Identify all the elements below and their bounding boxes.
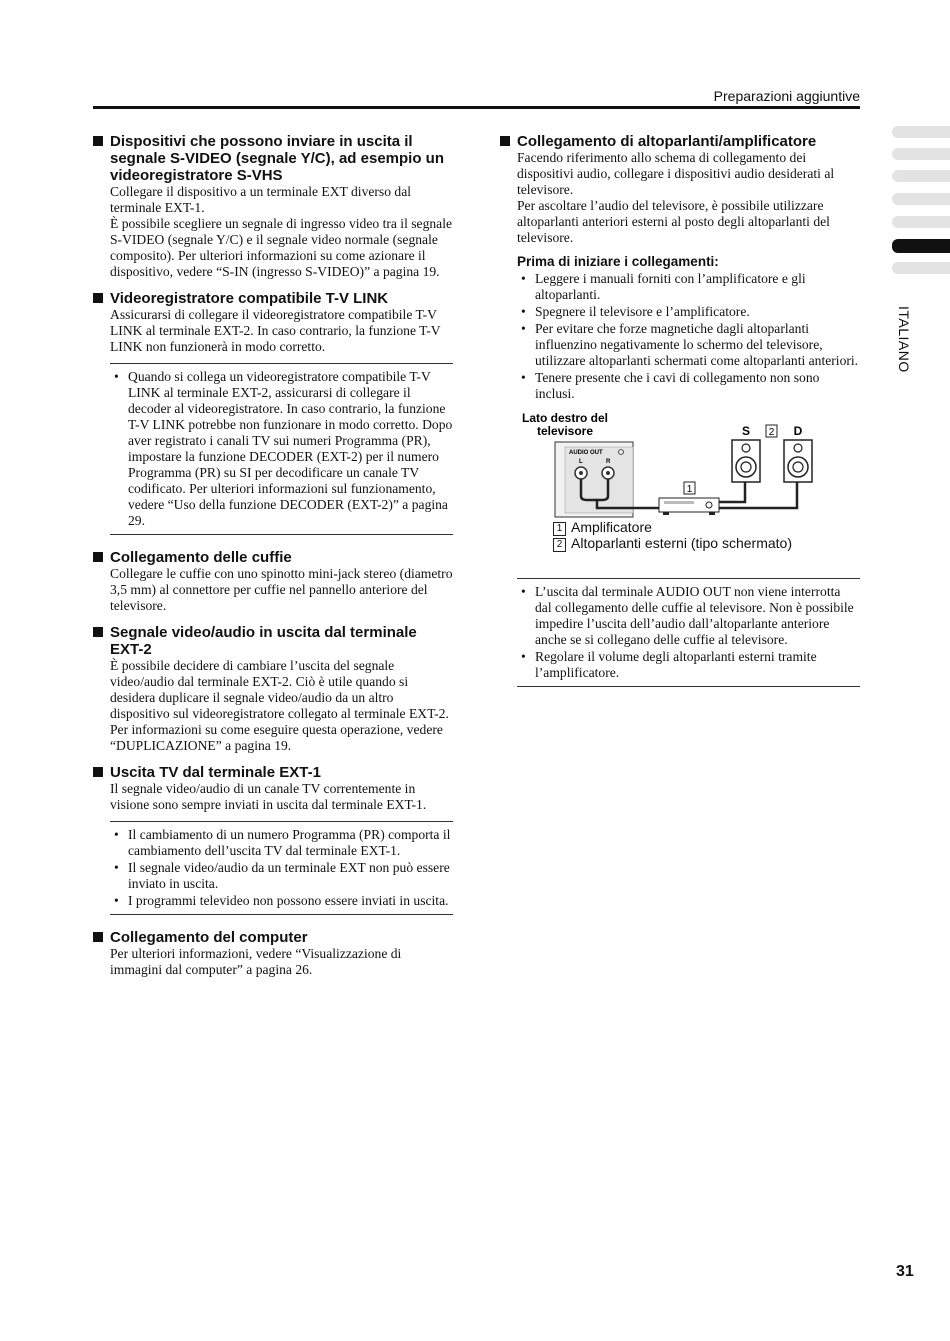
speaker-d-tweeter (794, 444, 802, 452)
legend-text: Altoparlanti esterni (tipo schermato) (571, 535, 792, 551)
section-computer (93, 929, 453, 978)
bullet-square-icon (93, 767, 103, 777)
speaker-d-label: D (793, 424, 803, 438)
section-text: È possibile scegliere un segnale di ingresso video tra il segnale S-VIDEO (segnale Y/C) e il segnale video normale (segnale composito). Per ulteriori informazioni su come azionare il dispositivo, vedere “S-IN (ingresso S-VIDEO)” a pagina 19. (110, 216, 453, 279)
side-tab (892, 126, 950, 138)
section-title: Collegamento delle cuffie (110, 549, 292, 566)
connection-diagram (517, 410, 860, 550)
note-item: • Il cambiamento di un numero Programma (PR) comporta il cambiamento dell’uscita TV dal terminale EXT-1. (110, 827, 453, 859)
section-title: Dispositivi che possono inviare in uscita il segnale S-VIDEO (segnale Y/C), ad esempio un videoregistratore S-VHS (110, 133, 444, 184)
section-text: Facendo riferimento allo schema di collegamento dei dispositivi audio, collegare i dispositivi audio desiderati al televisore. (517, 150, 835, 197)
bullet-square-icon (93, 627, 103, 637)
section-text: Per ulteriori informazioni, vedere “Visualizzazione di immagini dal computer” a pagina 26. (110, 946, 402, 977)
section-speakers (500, 133, 860, 246)
bullet-square-icon (93, 293, 103, 303)
audio-out-label: AUDIO OUT (569, 450, 603, 456)
amplifier-foot (663, 512, 669, 515)
page-number: 31 (896, 1263, 914, 1280)
bullet-item: • Per evitare che forze magnetiche dagli altoparlanti influenzino negativamente lo schermo del televisore, utilizzare altoparlanti schermati come altoparlanti anteriori. (517, 321, 860, 369)
jack-l-label: L (579, 459, 583, 465)
note-item: • Il segnale video/audio da un terminale EXT non può essere inviato in uscita. (110, 860, 453, 892)
note-item: • I programmi televideo non possono essere inviati in uscita. (110, 893, 453, 909)
side-tab-active (892, 239, 950, 253)
header-title: Preparazioni aggiuntive (713, 88, 860, 104)
amplifier-slot (664, 501, 694, 504)
note-box (517, 578, 860, 687)
speaker-s-label: S (741, 424, 751, 438)
bullet-list (517, 271, 860, 402)
section-title: Collegamento di altoparlanti/amplificatore (517, 133, 817, 150)
tv-label-line2: televisore (536, 424, 594, 438)
section-ext1-output (93, 764, 453, 915)
subheading: Prima di iniziare i collegamenti: (517, 254, 719, 269)
amplifier-foot (709, 512, 715, 515)
speaker-d-woofer (788, 457, 808, 477)
side-tab (892, 262, 950, 274)
connection-diagram-svg (517, 410, 860, 550)
section-text: Per ascoltare l’audio del televisore, è possibile utilizzare altoparlanti anteriori esterni al posto degli altoparlanti del televisore. (517, 198, 830, 245)
note-box (110, 363, 453, 535)
tv-label-line1: Lato destro del (521, 411, 609, 425)
bullet-square-icon (93, 552, 103, 562)
section-title: Videoregistratore compatibile T-V LINK (110, 290, 389, 307)
section-text: Il segnale video/audio di un canale TV correntemente in visione sono sempre inviati in uscita dal terminale EXT-1. (110, 781, 427, 812)
side-tab (892, 170, 950, 182)
note-item: • Quando si collega un videoregistratore compatibile T-V LINK al terminale EXT-2, assicurarsi di collegare il decoder al videoregistratore. In caso contrario, la funzione T-V LINK potrebbe non funzionare in modo corretto. Dopo aver registrato i canali TV sui numeri Programma (PR), impostare la funzione DECODER (EXT-2) per il numero Programma (PR) su SI per decodificare un canale TV codificato. Per ulteriori informazioni sul funzionamento, vedere “Uso della funzione DECODER (EXT-2)” a pagina 29. (110, 369, 453, 529)
amplifier-knob (706, 502, 712, 508)
legend-number: 2 (553, 538, 566, 552)
jack-l-center (579, 471, 583, 475)
section-title: Uscita TV dal terminale EXT-1 (110, 764, 321, 781)
left-column (93, 133, 453, 988)
section-tv-link (93, 290, 453, 535)
side-tab (892, 148, 950, 160)
jack-r-center (606, 471, 610, 475)
right-column (500, 133, 860, 687)
marker-speaker-label: 2 (768, 427, 775, 438)
note-item: • L’uscita dal terminale AUDIO OUT non viene interrotta dal collegamento delle cuffie al televisore. Non è possibile impedire l’uscita dell’audio dall’altoparlante anteriore anche se si collegano delle cuffie al televisore. (517, 584, 860, 648)
note-item: • Regolare il volume degli altoparlanti esterni tramite l’amplificatore. (517, 649, 860, 681)
bullet-square-icon (93, 136, 103, 146)
bullet-square-icon (93, 932, 103, 942)
side-tab (892, 193, 950, 205)
legend-number: 1 (553, 522, 566, 536)
legend-text: Amplificatore (571, 519, 652, 535)
section-s-video (93, 133, 453, 280)
speaker-s-woofer (736, 457, 756, 477)
section-text: Collegare il dispositivo a un terminale EXT diverso dal terminale EXT-1. (110, 184, 412, 215)
side-tab (892, 216, 950, 228)
section-text: Collegare le cuffie con uno spinotto mini-jack stereo (diametro 3,5 mm) al connettore per cuffie nel pannello anteriore del televisore. (110, 566, 453, 613)
section-text: È possibile decidere di cambiare l’uscita del segnale video/audio dal terminale EXT-2. Ciò è utile quando si desidera duplicare il segnale video/audio da un altro dispositivo sul videoregistratore collegato al terminale EXT-2. Per informazioni su come eseguire questa operazione, vedere “DUPLICAZIONE” a pagina 19. (110, 658, 449, 753)
section-headphones (93, 549, 453, 614)
section-ext2-output (93, 624, 453, 754)
tv-panel-inset (565, 447, 633, 513)
bullet-square-icon (500, 136, 510, 146)
section-title: Segnale video/audio in uscita dal terminale EXT-2 (110, 624, 417, 658)
header-rule (93, 106, 860, 109)
jack-r-label: R (606, 459, 611, 465)
speaker-s-tweeter (742, 444, 750, 452)
language-label: ITALIANO (896, 306, 912, 373)
bullet-item: • Tenere presente che i cavi di collegamento non sono inclusi. (517, 370, 860, 402)
bullet-item: • Spegnere il televisore e l’amplificatore. (517, 304, 860, 320)
section-text: Assicurarsi di collegare il videoregistratore compatibile T-V LINK al terminale EXT-2. In caso contrario, la funzione T-V LINK non funzionerà in modo corretto. (110, 307, 441, 354)
bullet-item: • Leggere i manuali forniti con l’amplificatore e gli altoparlanti. (517, 271, 860, 303)
section-title: Collegamento del computer (110, 929, 308, 946)
note-box (110, 821, 453, 915)
marker-amp-label: 1 (686, 484, 693, 495)
